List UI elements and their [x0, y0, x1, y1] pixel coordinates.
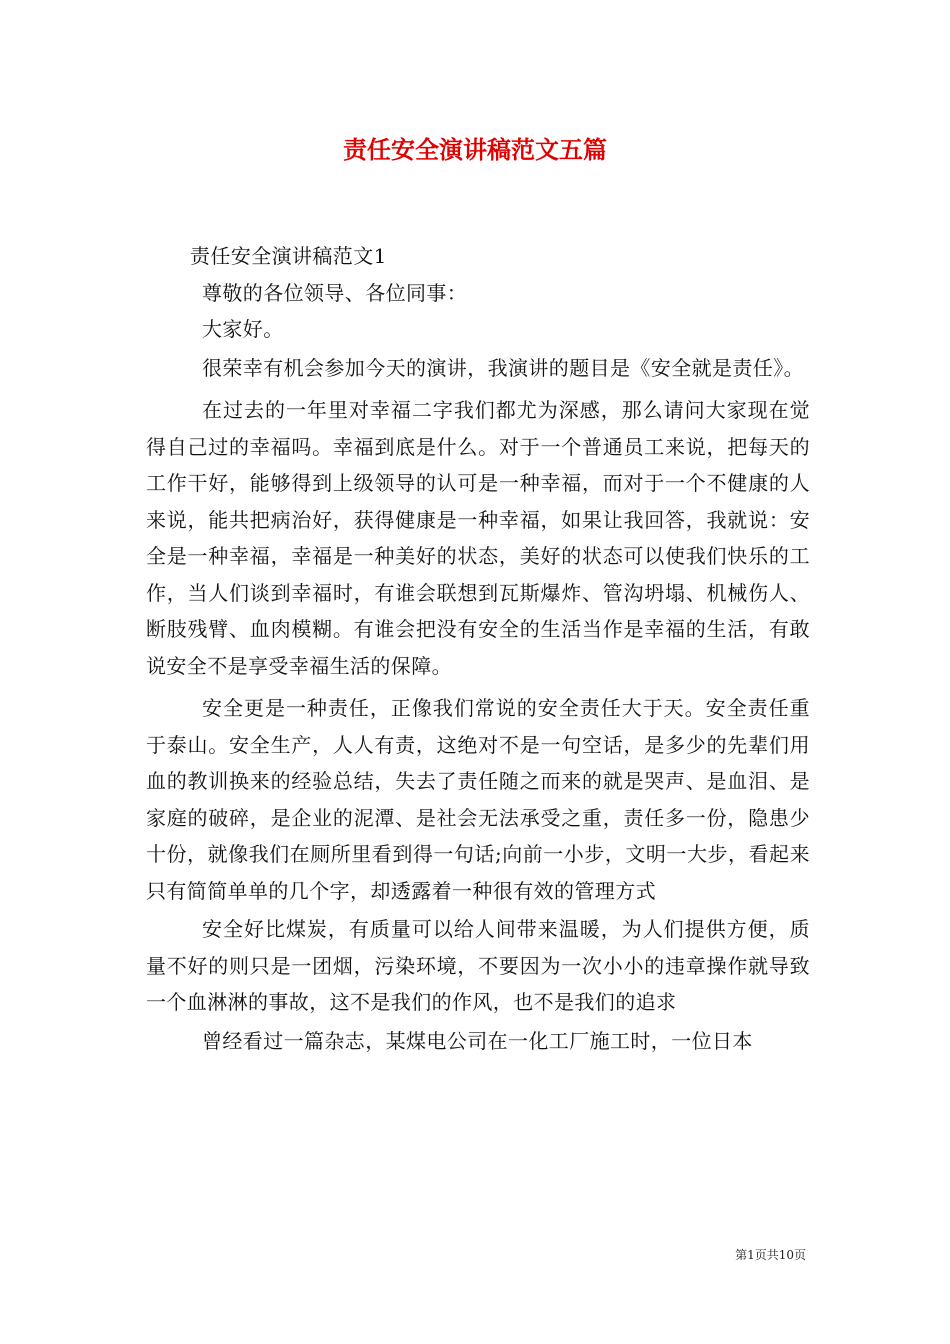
salutation: 尊敬的各位领导、各位同事： — [202, 280, 468, 305]
document-body — [146, 238, 810, 1059]
greeting: 大家好。 — [202, 317, 284, 341]
paragraph: 曾经看过一篇杂志，某煤电公司在一化工厂施工时，一位日本 — [202, 1028, 753, 1053]
page-number: 第1页共10页 — [735, 1248, 806, 1262]
paragraph: 在过去的一年里对幸福二字我们都尤为深感，那么请问大家现在觉得自己过的幸福吗。幸福到底是什么。对于一个普通员工来说，把每天的工作干好，能够得到上级领导的认可是一种幸福，而对于一个不健康的人来说，能共把病治好，获得健康是一种幸福，如果让我回答，我就说：安全是一种幸福，幸福是一种美好的状态，美好的状态可以使我们快乐的工作，当人们谈到幸福时，有谁会联想到瓦斯爆炸、管沟坍塌、机械伤人、断肢残臂、血肉模糊。有谁会把没有安全的生活当作是幸福的生活，有敢说安全不是享受幸福生活的保障。 — [146, 398, 810, 678]
paragraph: 安全更是一种责任，正像我们常说的安全责任大于天。安全责任重于泰山。安全生产，人人有责，这绝对不是一句空话，是多少的先辈们用血的教训换来的经验总结，失去了责任随之而来的就是哭声、是血泪、是家庭的破碎，是企业的泥潭、是社会无法承受之重，责任多一份，隐患少十份，就像我们在厕所里看到得一句话;向前一小步，文明一大步，看起来只有简简单单的几个字，却透露着一种很有效的管理方式 — [146, 696, 810, 903]
document-title: 责任安全演讲稿范文五篇 — [343, 135, 607, 164]
section-heading: 责任安全演讲稿范文1 — [190, 244, 387, 268]
paragraph: 安全好比煤炭，有质量可以给人间带来温暖，为人们提供方便，质量不好的则只是一团烟，污染环境，不要因为一次小小的违章操作就导致一个血淋淋的事故，这不是我们的作风，也不是我们的追求 — [146, 917, 810, 1014]
paragraph: 很荣幸有机会参加今天的演讲，我演讲的题目是《安全就是责任》。 — [202, 355, 804, 380]
